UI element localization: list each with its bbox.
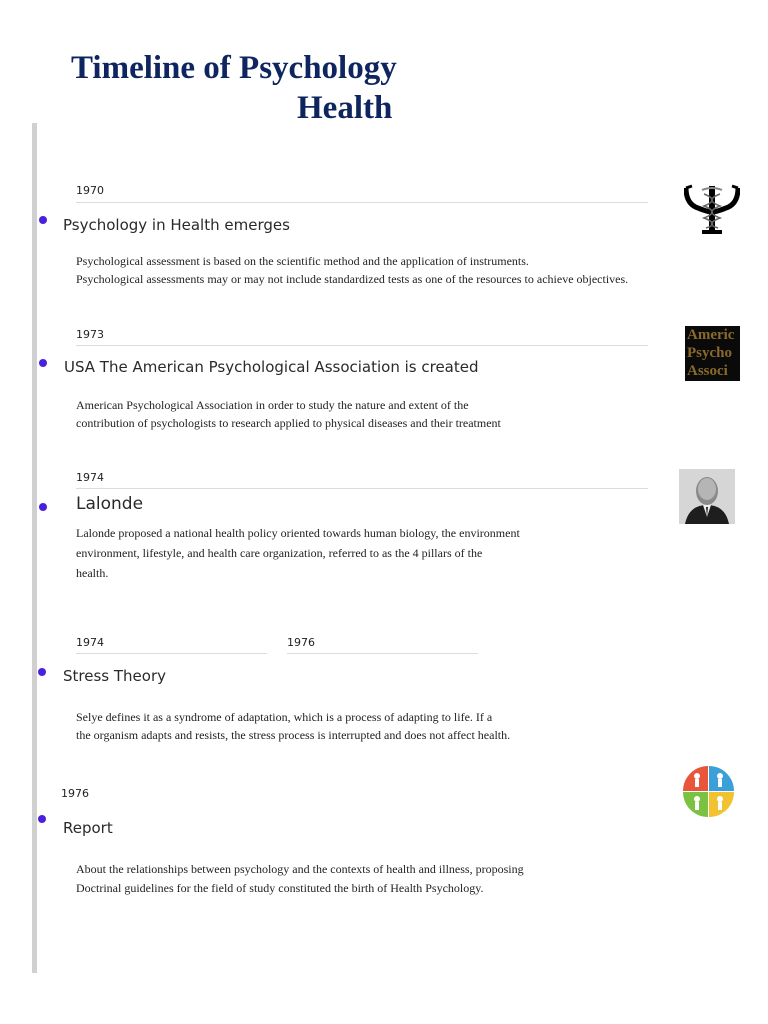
entry-heading: Report: [63, 819, 113, 837]
entry-date: 1973: [76, 328, 104, 341]
divider: [76, 488, 648, 489]
apa-logo-line: Americ: [687, 327, 735, 343]
entry-body: [76, 523, 520, 583]
divider: [76, 345, 648, 346]
apa-logo-line: Psycho: [687, 345, 732, 361]
timeline-dot: [38, 815, 46, 823]
entry-date: 1974: [76, 636, 104, 649]
page-title-line2: Health: [297, 90, 393, 126]
apa-logo-line: Associ: [687, 363, 728, 379]
entry-body: [76, 860, 524, 898]
body-line: Psychological assessment is based on the scientific method and the application of instruments.: [76, 254, 529, 268]
page-title-line1: Timeline of Psychology: [71, 50, 397, 86]
entry-heading: Stress Theory: [63, 667, 166, 685]
timeline-line: [32, 123, 37, 973]
timeline-dot: [38, 668, 46, 676]
divider: [76, 202, 648, 203]
entry-heading: USA The American Psychological Association is created: [64, 358, 479, 376]
body-line: environment, lifestyle, and health care organization, referred to as the 4 pillars of the: [76, 546, 483, 560]
timeline-dot: [39, 503, 47, 511]
entry-date: 1974: [76, 471, 104, 484]
entry-body: [76, 252, 628, 288]
body-line: health.: [76, 566, 109, 580]
body-line: Psychological assessments may or may not include standardized tests as one of the resources to achieve objectives.: [76, 272, 629, 286]
entry-heading: Lalonde: [76, 494, 144, 514]
divider: [76, 653, 267, 654]
psi-caduceus-icon: [684, 184, 740, 236]
divider: [287, 653, 478, 654]
entry-body: [76, 708, 510, 744]
entry-date-end: 1976: [287, 636, 315, 649]
body-line: American Psychological Association in order to study the nature and extent of the: [76, 398, 469, 412]
lalonde-portrait: [679, 469, 735, 524]
body-line: contribution of psychologists to research applied to physical diseases and their treatment: [76, 416, 501, 430]
body-line: the organism adapts and resists, the stress process is interrupted and does not affect health.: [76, 728, 511, 742]
body-line: About the relationships between psychology and the contexts of health and illness, proposing: [76, 862, 524, 876]
apa-logo: [685, 326, 740, 381]
timeline-dot: [39, 359, 47, 367]
entry-heading: Psychology in Health emerges: [63, 216, 290, 234]
timeline-dot: [39, 216, 47, 224]
body-line: Doctrinal guidelines for the field of study constituted the birth of Health Psychology.: [76, 881, 484, 895]
entry-body: [76, 396, 501, 432]
entry-date: 1976: [61, 787, 89, 800]
health-quadrants-icon: [681, 764, 736, 819]
body-line: Selye defines it as a syndrome of adaptation, which is a process of adapting to life. If a: [76, 710, 493, 724]
entry-date: 1970: [76, 184, 104, 197]
body-line: Lalonde proposed a national health policy oriented towards human biology, the environment: [76, 526, 520, 540]
